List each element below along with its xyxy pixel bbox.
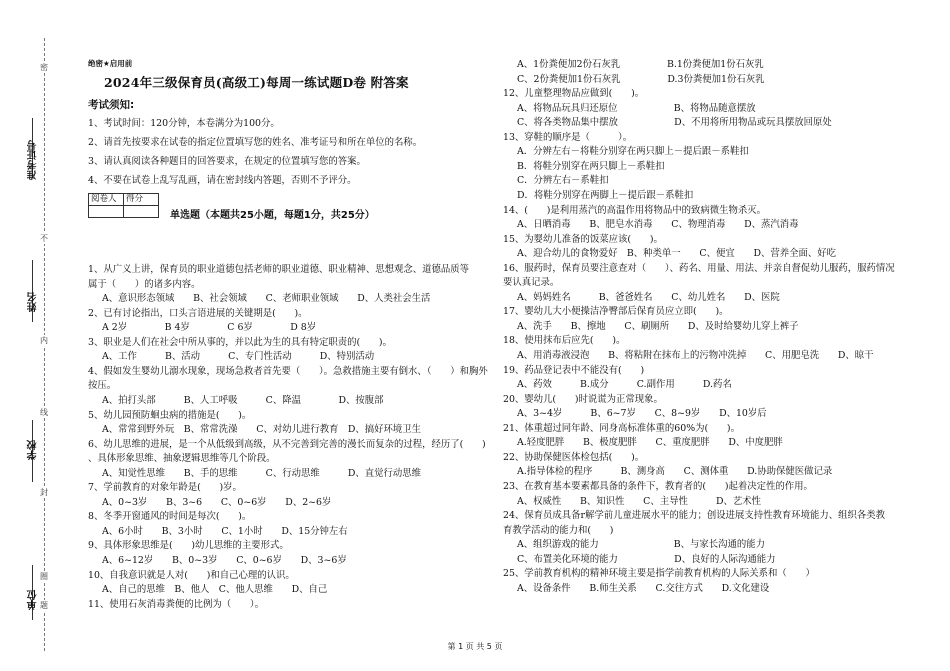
answer-options: A、迎合幼儿的食物爱好 B、种类单一 C、便宜 D、营养全面、好吃	[517, 248, 836, 260]
question-text: 9、具体形象思维是( )幼儿思维的主要形式。	[88, 540, 289, 552]
fill-line-name	[32, 260, 33, 322]
question-text: 3、职业是人们在社会中所从事的，并以此为生的具有特定职责的( )。	[88, 336, 392, 348]
answer-options: A、6~12岁 B、0~3岁 C、0~6岁 D、3~6岁	[102, 555, 347, 566]
question-text: 15、为婴幼儿准备的饭菜应该( )。	[503, 233, 663, 245]
question-text: 12、儿童整理物品应做到( )。	[503, 88, 645, 100]
question-text: 5、幼儿园预防蛔虫病的措施是( )。	[88, 409, 252, 421]
answer-options: A、自己的思维 B、他人 C、他人思维 D、自己	[102, 584, 328, 596]
seal-char: 封	[40, 488, 48, 497]
seal-char: 题	[40, 601, 48, 610]
page-title: 2024年三级保育员(高级工)每周一练试题D卷 附答案	[104, 75, 409, 90]
question-text: 21、体重超过同年龄、同身高标准体重的60%为( )。	[503, 422, 740, 434]
answer-options: A、知觉性思维 B、手的思维 C、行动思维 D、直觉行动思维	[102, 467, 421, 479]
instruction-item: 2、请首先按要求在试卷的指定位置填写您的姓名、准考证号和所在单位的名称。	[88, 137, 423, 148]
answer-options: D．将鞋分别穿在两脚上－提后跟－系鞋扣	[517, 189, 694, 201]
score-cell-grader[interactable]	[89, 206, 124, 218]
question-text: 4、假如发生婴幼儿溺水现象，现场急救者首先要（ ）。急救措施主要有倒水、（ ）和胸外	[88, 365, 488, 377]
question-text: 23、在教育基本要素都具备的条件下，教育者的( )起着决定性的作用。	[503, 480, 813, 492]
question-text: 8、冬季开窗通风的时间是每次( )。	[88, 511, 252, 523]
question-text: 25、学前教育机构的精神环境主要是指学前教育机构的人际关系和（ ）	[503, 568, 815, 580]
question-text: 14、( )是利用蒸汽的高温作用将物品中的致病微生物杀灭。	[503, 204, 766, 216]
answer-options: A、拍打头部 B、人工呼吸 C、降温 D、按腹部	[102, 394, 384, 406]
question-text: 11、使用石灰消毒粪便的比例为（ ）。	[88, 598, 264, 610]
page-footer: 第 1 页 共 5 页	[447, 642, 503, 651]
label-unit: 单位	[28, 590, 39, 610]
question-text: 要认真记录。	[503, 277, 560, 289]
seal-char: 密	[40, 63, 48, 72]
answer-options: A、3~4岁 B、6~7岁 C、8~9岁 D、10岁后	[517, 408, 767, 420]
question-text: 6、幼儿思维的进展，是一个从低级到高级，从不完善到完善的漫长而复杂的过程，经历了( )	[88, 438, 486, 450]
answer-options: A、工作 B、活动 C、专门性活动 D、特别活动	[102, 351, 375, 363]
answer-options: A．分辨左右－将鞋分别穿在两只脚上－提后跟－系鞋扣	[517, 146, 749, 158]
question-text: 按压。	[88, 380, 117, 392]
answer-options: A、妈妈姓名 B、爸爸姓名 C、幼儿姓名 D、医院	[517, 291, 780, 303]
score-table-header-score: 得分	[124, 194, 159, 206]
label-school: 学校	[28, 440, 39, 460]
answer-options: C．分辨左右－系鞋扣	[517, 175, 609, 187]
answer-options: A、1份粪便加2份石灰乳 B.1份粪便加1份石灰乳	[517, 59, 764, 70]
answer-options: B．将鞋分别穿在两只脚上－系鞋扣	[517, 160, 665, 172]
instruction-item: 3、请认真阅读各种题目的回答要求，在规定的位置填写您的答案。	[88, 156, 366, 167]
question-text: 属于（ ）的诸多内容。	[88, 278, 201, 290]
question-text: 1、从广义上讲，保育员的职业道德包括老师的职业道德、职业精神、思想观念、道德品质等	[88, 264, 469, 275]
answer-options: A、设备条件 B.师生关系 C.交往方式 D.文化建设	[517, 582, 770, 594]
answer-options: A、0~3岁 B、3~6 C、0~6岁 D、2~6岁	[102, 496, 332, 508]
label-exam-number: 准考证号	[28, 140, 39, 180]
answer-options: A、日晒消毒 B、肥皂水消毒 C、物理消毒 D、蒸汽消毒	[517, 219, 799, 231]
instructions-heading: 考试须知:	[88, 99, 135, 111]
question-text: 育教学活动的能力和( )	[503, 524, 614, 536]
instruction-item: 4、不要在试卷上乱写乱画，请在密封线内答题，否则不予评分。	[88, 175, 357, 186]
question-text: 22、协助保健医体检包括( )。	[503, 451, 645, 463]
question-text: 16、服药时，保育员要注意查对（ ）、药名、用量、用法、并亲自督促幼儿服药，服药情况	[503, 262, 895, 274]
answer-options: A、药效 B.成分 C.副作用 D.药名	[517, 379, 732, 391]
instruction-item: 1、考试时间：120分钟，本卷满分为100分。	[88, 118, 280, 129]
question-text: 18、使用抹布后应先( )。	[503, 335, 626, 347]
label-name: 姓名	[28, 292, 39, 312]
question-text: 7、学前教育的对象年龄是( )岁。	[88, 482, 242, 494]
answer-options: A、用消毒液浸泡 B、将粘附在抹布上的污物冲洗掉 C、用肥皂洗 D、晾干	[517, 350, 874, 361]
seal-char: 内	[40, 336, 48, 345]
seal-char: 圈	[40, 572, 48, 581]
score-table-header-grader: 阅卷人	[89, 194, 124, 206]
binding-margin	[0, 0, 62, 671]
answer-options: C、将各类物品集中摆放 D、不用将所用物品或玩具摆放回原处	[517, 117, 832, 129]
question-text: 17、婴幼儿大小便操洁净臀部后保育员应立即( )。	[503, 306, 729, 318]
answer-options: A.指导体检的程序 B、测身高 C、测体重 D.协助保健医做记录	[517, 466, 833, 478]
question-text: 10、自我意识就是人对( )和自己心理的认识。	[88, 569, 295, 581]
seal-char: 线	[40, 408, 48, 417]
answer-options: A.轻度肥胖 B、极度肥胖 C、重度肥胖 D、中度肥胖	[517, 437, 783, 449]
question-text: 2、已有讨论指出，口头言语进展的关键期是( )。	[88, 307, 308, 319]
answer-options: C、2份粪便加1份石灰乳 D.3份粪便加1份石灰乳	[517, 73, 765, 85]
answer-options: A、权威性 B、知识性 C、主导性 D、艺术性	[517, 495, 761, 507]
answer-options: A、组织游戏的能力 B、与家长沟通的能力	[517, 539, 766, 551]
answer-options: A、6小时 B、3小时 C、1小时 D、15分钟左右	[102, 525, 348, 537]
answer-options: C、布置美化环境的能力 D、良好的人际沟通能力	[517, 553, 776, 565]
answer-options: A、洗手 B、擦地 C、刷厕所 D、及时给婴幼儿穿上裤子	[517, 320, 799, 332]
seal-char: 不	[40, 234, 48, 243]
question-text: 24、保育员成具备r解学前儿童进展水平的能力；创设进展支持性教育环境能力、组织各类教	[503, 510, 886, 522]
answer-options: A、将物品玩具归还原位 B、将物品随意摆放	[517, 102, 756, 114]
answer-options: A、常常到野外玩 B、常常洗澡 C、对幼儿进行教育 D、搞好环境卫生	[102, 424, 421, 436]
answer-options: A 2岁 B 4岁 C 6岁 D 8岁	[102, 322, 317, 334]
score-table	[88, 193, 159, 218]
secret-mark: 绝密★启用前	[88, 59, 133, 68]
question-text: 19、药品登记表中不能没有( )	[503, 364, 645, 376]
section-title: 单选题（本题共25小题，每题1分，共25分）	[170, 210, 375, 221]
score-cell-score[interactable]	[124, 206, 159, 218]
question-text: 、具体形象思维、抽象逻辑思维等几个阶段。	[88, 453, 276, 465]
answer-options: A、意识形态领域 B、社会领域 C、老师职业领域 D、人类社会生活	[102, 293, 431, 305]
question-text: 13、穿鞋的顺序是（ ）。	[503, 131, 633, 143]
question-text: 20、婴幼儿( )时说谎为正常现象。	[503, 393, 663, 405]
